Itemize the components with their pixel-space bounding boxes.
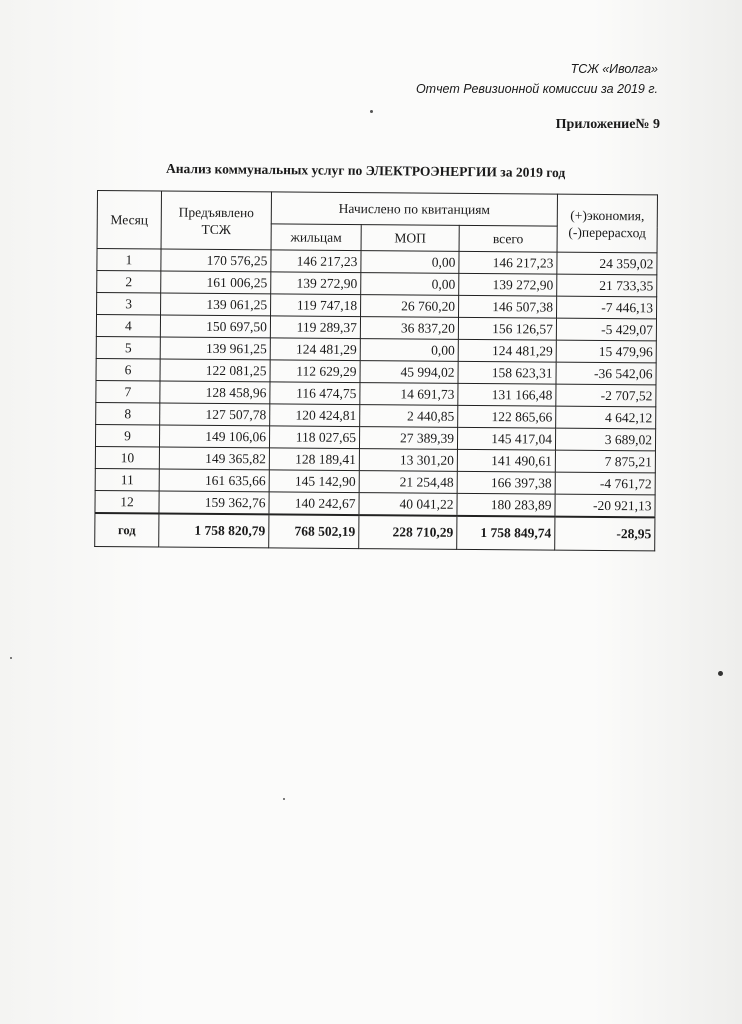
cell-month: 12: [95, 490, 159, 513]
scan-speck: [283, 798, 285, 800]
cell-total: 166 397,38: [457, 471, 555, 494]
totals-balance: -28,95: [555, 517, 655, 551]
cell-billed: 127 507,78: [160, 403, 270, 426]
cell-balance: -4 761,72: [555, 472, 655, 495]
cell-month: 5: [96, 336, 160, 359]
cell-residents: 119 747,18: [271, 294, 361, 317]
header-charged-group: Начислено по квитанциям: [271, 192, 557, 226]
cell-balance: 4 642,12: [556, 406, 656, 429]
totals-billed: 1 758 820,79: [159, 513, 269, 547]
cell-residents: 128 189,41: [269, 448, 359, 471]
cell-mop: 13 301,20: [359, 449, 457, 472]
scan-speck: [718, 671, 723, 676]
cell-total: 146 507,38: [459, 295, 557, 318]
cell-residents: 146 217,23: [271, 250, 361, 273]
cell-balance: 7 875,21: [555, 450, 655, 473]
cell-mop: 0,00: [360, 339, 458, 362]
cell-mop: 26 760,20: [361, 295, 459, 318]
appendix-label: Приложение№ 9: [555, 117, 660, 132]
header-balance-label: (+)экономия, (-)перерасход: [568, 207, 646, 240]
cell-month: 4: [96, 315, 160, 338]
cell-total: 141 490,61: [457, 449, 555, 472]
cell-billed: 161 006,25: [161, 271, 271, 294]
cell-mop: 40 041,22: [359, 493, 457, 516]
cell-billed: 149 365,82: [159, 447, 269, 470]
table-footer: [95, 513, 655, 551]
totals-label: год: [95, 513, 159, 547]
cell-month: 3: [97, 293, 161, 316]
cell-balance: -5 429,07: [556, 318, 656, 341]
cell-balance: -2 707,52: [556, 384, 656, 407]
cell-month: 11: [95, 468, 159, 491]
cell-month: 6: [96, 358, 160, 381]
totals-residents: 768 502,19: [269, 514, 359, 548]
cell-residents: 124 481,29: [270, 338, 360, 361]
cell-billed: 122 081,25: [160, 359, 270, 382]
header-month: Месяц: [97, 191, 161, 250]
cell-total: 139 272,90: [459, 273, 557, 296]
cell-mop: 0,00: [361, 251, 459, 274]
cell-total: 145 417,04: [457, 427, 555, 450]
table-body: [95, 249, 657, 518]
header-total: всего: [459, 225, 557, 252]
cell-residents: 140 242,67: [269, 492, 359, 515]
cell-total: 124 481,29: [458, 339, 556, 362]
cell-residents: 145 142,90: [269, 470, 359, 493]
cell-billed: 139 961,25: [160, 337, 270, 360]
cell-month: 7: [96, 380, 160, 403]
cell-balance: -20 921,13: [555, 494, 655, 517]
cell-mop: 14 691,73: [360, 383, 458, 406]
cell-balance: -7 446,13: [557, 296, 657, 319]
cell-mop: 21 254,48: [359, 471, 457, 494]
cell-month: 9: [95, 424, 159, 447]
cell-balance: 15 479,96: [556, 340, 656, 363]
cell-month: 8: [96, 402, 160, 425]
scan-speck: [370, 110, 373, 113]
report-title: Отчет Ревизионной комиссии за 2019 г.: [415, 82, 658, 96]
totals-row: [95, 513, 655, 551]
cell-residents: 116 474,75: [270, 382, 360, 405]
header-residents: жильцам: [271, 224, 361, 251]
cell-total: 122 865,66: [458, 405, 556, 428]
cell-total: 156 126,57: [458, 317, 556, 340]
cell-mop: 0,00: [361, 273, 459, 296]
cell-mop: 45 994,02: [360, 361, 458, 384]
header-billed: [161, 191, 271, 250]
cell-billed: 139 061,25: [161, 293, 271, 316]
cell-billed: 149 106,06: [159, 425, 269, 448]
header-billed-label: Предъявлено ТСЖ: [178, 204, 255, 237]
cell-billed: 161 635,66: [159, 469, 269, 492]
totals-mop: 228 710,29: [359, 515, 457, 549]
cell-month: 10: [95, 446, 159, 469]
cell-balance: 3 689,02: [555, 428, 655, 451]
cell-residents: 139 272,90: [271, 272, 361, 295]
cell-billed: 128 458,96: [160, 381, 270, 404]
cell-month: 2: [97, 271, 161, 294]
cell-mop: 27 389,39: [359, 427, 457, 450]
cell-total: 146 217,23: [459, 251, 557, 274]
cell-total: 131 166,48: [458, 383, 556, 406]
cell-month: 1: [97, 249, 161, 272]
header-mop: МОП: [361, 225, 459, 252]
cell-total: 180 283,89: [457, 493, 555, 516]
cell-residents: 120 424,81: [270, 404, 360, 427]
cell-mop: 36 837,20: [360, 317, 458, 340]
cell-billed: 150 697,50: [160, 315, 270, 338]
cell-residents: 112 629,29: [270, 360, 360, 383]
cell-billed: 170 576,25: [161, 249, 271, 272]
cell-residents: 118 027,65: [269, 426, 359, 449]
cell-total: 158 623,31: [458, 361, 556, 384]
cell-billed: 159 362,76: [159, 491, 269, 514]
organization-name: ТСЖ «Иволга»: [570, 62, 658, 76]
cell-residents: 119 289,37: [270, 316, 360, 339]
document-title: Анализ коммунальных услуг по ЭЛЕКТРОЭНЕРГИИ за 2019 год: [165, 160, 566, 181]
table-header: [97, 191, 657, 253]
scan-speck: [10, 657, 12, 659]
totals-total: 1 758 849,74: [457, 516, 555, 550]
cell-mop: 2 440,85: [360, 405, 458, 428]
electricity-table: [94, 190, 658, 551]
header-balance: [557, 194, 657, 253]
cell-balance: 21 733,35: [557, 274, 657, 297]
cell-balance: -36 542,06: [556, 362, 656, 385]
cell-balance: 24 359,02: [557, 252, 657, 275]
